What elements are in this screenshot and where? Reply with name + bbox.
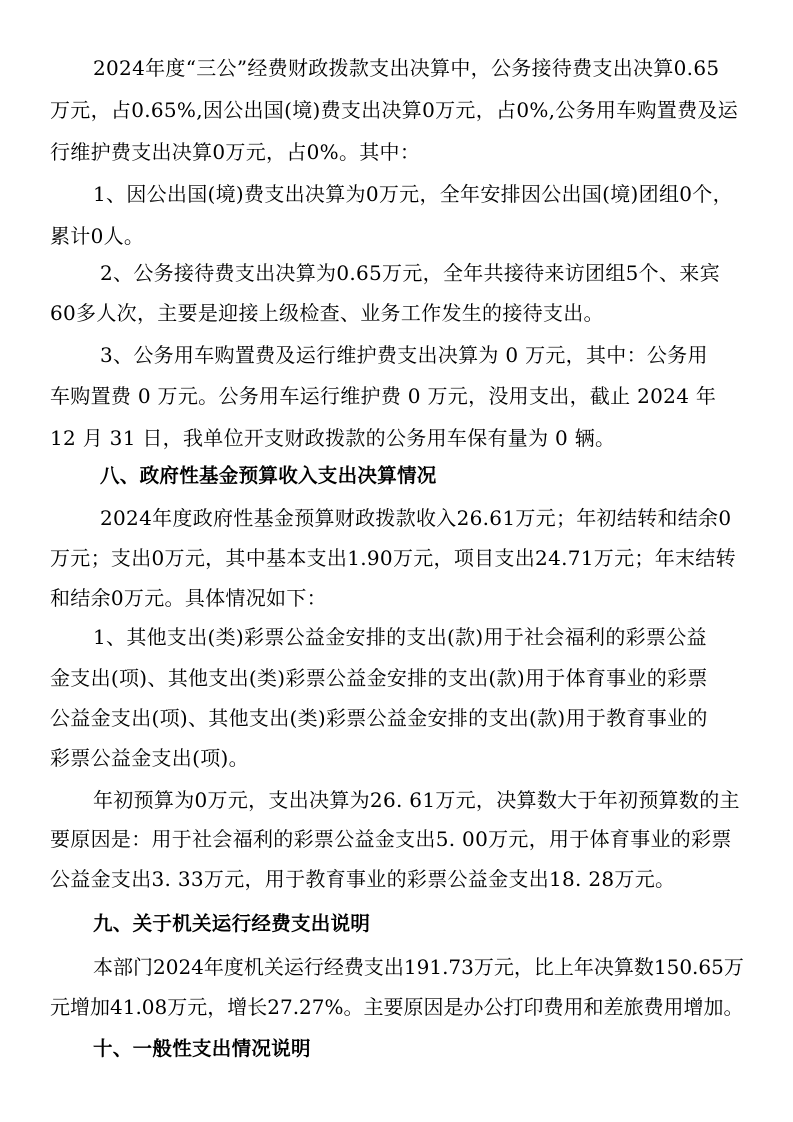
- text-line: 2、公务接待费支出决算为0.65万元，全年共接待来访团组5个、来宾: [100, 261, 720, 285]
- section-10-heading: 十、一般性支出情况说明: [93, 1037, 311, 1060]
- text-line: 行维护费支出决算0万元，占0%。其中：: [50, 140, 421, 164]
- text-line: 万元；支出0万元，其中基本支出1.90万元，项目支出24.71万元；年末结转: [50, 546, 736, 570]
- text-line: 累计0人。: [50, 224, 145, 248]
- text-line: 年初预算为0万元，支出决算为26. 61万元，决算数大于年初预算数的主: [93, 788, 740, 812]
- text-line: 要原因是：用于社会福利的彩票公益金支出5. 00万元，用于体育事业的彩票: [50, 827, 732, 851]
- text-line: 2024年度“三公”经费财政拨款支出决算中，公务接待费支出决算0.65: [93, 56, 720, 80]
- section-8-heading: 八、政府性基金预算收入支出决算情况: [100, 464, 437, 487]
- text-line: 本部门2024年度机关运行经费支出191.73万元，比上年决算数150.65万: [93, 955, 744, 979]
- text-line: 60多人次，主要是迎接上级检查、业务工作发生的接待支出。: [50, 301, 604, 325]
- section-9-heading: 九、关于机关运行经费支出说明: [93, 912, 371, 935]
- text-line: 公益金支出(项)、其他支出(类)彩票公益金安排的支出(款)用于教育事业的: [50, 706, 708, 730]
- text-line: 元增加41.08万元，增长27.27%。主要原因是办公打印费用和差旅费用增加。: [50, 995, 744, 1019]
- text-line: 1、其他支出(类)彩票公益金安排的支出(款)用于社会福利的彩票公益: [93, 625, 707, 649]
- text-line: 12 月 31 日，我单位开支财政拨款的公务用车保有量为 0 辆。: [50, 426, 616, 450]
- text-line: 2024年度政府性基金预算财政拨款收入26.61万元；年初结转和结余0: [100, 506, 732, 530]
- text-line: 和结余0万元。具体情况如下：: [50, 586, 327, 610]
- text-line: 金支出(项)、其他支出(类)彩票公益金安排的支出(款)用于体育事业的彩票: [50, 666, 708, 690]
- text-line: 公益金支出3. 33万元，用于教育事业的彩票公益金支出18. 28万元。: [50, 867, 676, 891]
- text-line: 万元，占0.65%,因公出国(境)费支出决算0万元，占0%,公务用车购置费及运: [50, 98, 739, 122]
- text-line: 彩票公益金支出(项)。: [50, 746, 249, 770]
- text-line: 3、公务用车购置费及运行维护费支出决算为 0 万元，其中：公务用: [100, 343, 708, 367]
- text-line: 1、因公出国(境)费支出决算为0万元，全年安排因公出国(境)团组0个，: [93, 182, 733, 206]
- text-line: 车购置费 0 万元。公务用车运行维护费 0 万元，没用支出，截止 2024 年: [50, 384, 717, 408]
